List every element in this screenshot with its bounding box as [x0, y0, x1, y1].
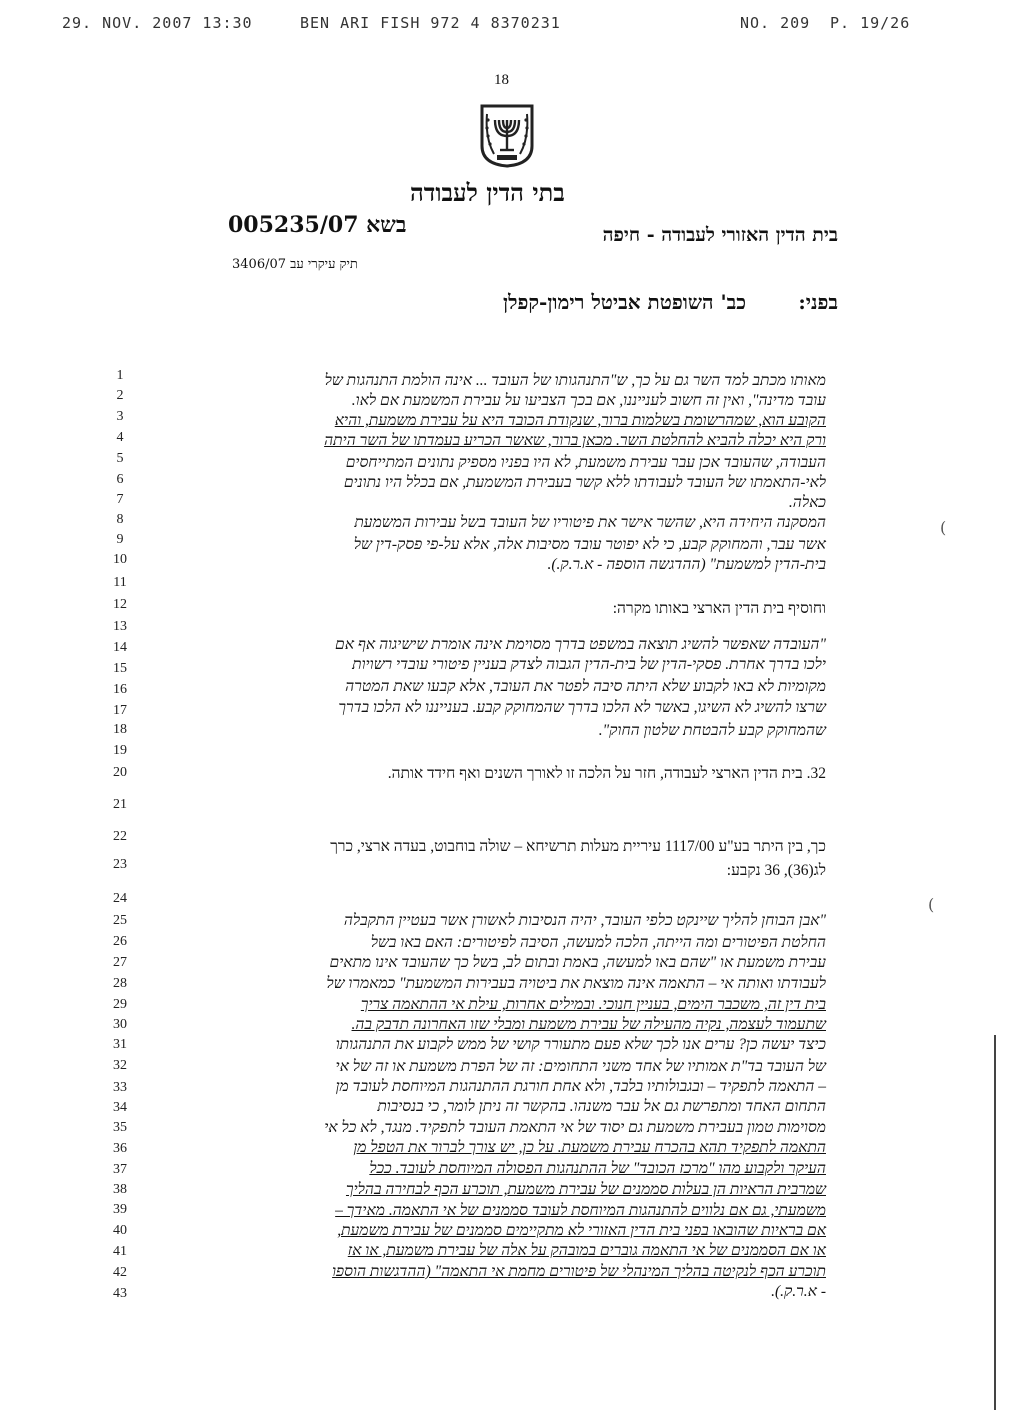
text-line: לעבודתו ואותה אי – התאמה אינה מוצאת את ביטויה בעבירות המשמעת" כמאמרו של: [326, 975, 826, 992]
text-line: אשר עבר, והמחוקק קבע, כי לא יפוטר עובד מסיבות אלה, אלא על-פי פסק-דין של: [353, 536, 826, 553]
line-number: 12: [113, 597, 127, 612]
line-number: 2: [116, 388, 124, 403]
line-number: 11: [113, 575, 127, 590]
line-number: 29: [113, 997, 127, 1012]
text-line: התאמה לתפקיד תהא בהכרח עבירת משמעת. על כן, יש צורך לברור את הטפל מן: [353, 1139, 826, 1156]
margin-bar: [994, 1035, 996, 1410]
line-number: 35: [113, 1120, 127, 1135]
line-number: 37: [113, 1162, 127, 1177]
line-number: 36: [113, 1141, 127, 1156]
line-number: 22: [113, 829, 127, 844]
case-number: בשא 005235/07: [228, 212, 407, 238]
line-number: 20: [113, 765, 127, 780]
state-emblem-icon: [478, 102, 536, 168]
text-line: בית דין זה, משכבר הימים, בעניין חנוכי. ובמילים אחרות, עילת אי ההתאמה צריך: [360, 996, 826, 1013]
text-line: הקובע הוא, שמהרשומת בשלמות ברור, שנקודת הכובד היא על עבירת משמעת, והיא: [334, 412, 826, 429]
line-number: 8: [116, 512, 124, 527]
line-number: 26: [113, 934, 127, 949]
line-number: 21: [113, 797, 127, 812]
line-number: 27: [113, 955, 127, 970]
text-line: של העובד בד"ת אמותיו של אחד משני התחומים: זה של הפרת משמעת או זה של אי: [335, 1058, 826, 1075]
line-number: 28: [113, 976, 127, 991]
fax-sender: BEN ARI FISH 972 4 8370231: [300, 14, 561, 32]
text-line: עובד מדינה", ואין זה חשוב לענייננו, אם בכך הצביעו על עבירת המשמעת אם לאו.: [351, 392, 826, 409]
line-number: 23: [113, 857, 127, 872]
judge-label: בפני:: [798, 290, 838, 314]
main-case-number: תיק עיקרי עב 3406/07: [232, 257, 358, 272]
judge-name: כב' השופטת אביטל רימון-קפלן: [503, 290, 746, 314]
text-line: שהמחוקק קבע להבטחת שלטון החוק".: [598, 722, 826, 739]
text-line: עבירת משמעת או "שהם באו למעשה, באמת ובתום לב, בשל כך שהעובד אינו מתאים: [329, 954, 826, 971]
line-number: 33: [113, 1080, 127, 1095]
line-number: 40: [113, 1223, 127, 1238]
line-number: 25: [113, 913, 127, 928]
text-line: 32. בית הדין הארצי לעבודה, חזר על הלכה זו לאורך השנים ואף חידד אותה.: [387, 765, 826, 782]
text-line: המסקנה היחידה היא, שהשר אישר את פיטוריו של העובד בשל עבירות המשמעת: [354, 514, 826, 531]
text-line: משמעתי, גם אם נלווים להתנהגות המיוחסת לעובד סממנים של אי התאמה. מאידך –: [335, 1202, 826, 1219]
text-line: לאי-התאמתו של העובד לעבודתו ללא קשר בעבירת המשמעת, אם בכלל היו נתונים: [343, 474, 826, 491]
line-number: 34: [113, 1100, 127, 1115]
text-line: שרצו להשיג לא השיגו, באשר לא הלכו בדרך שהמחוקק קבע. בענייננו לא הלכו בדרך: [338, 699, 826, 716]
line-number: 43: [113, 1286, 127, 1301]
text-line: לג(36), 36 נקבע:: [726, 862, 826, 879]
line-number: 19: [113, 743, 127, 758]
line-number: 39: [113, 1202, 127, 1217]
text-line: כאלה.: [788, 494, 826, 511]
text-line: מסוימות טמון בעבירת משמעת גם יסוד של אי התאמת העובד לתפקיד. מנגד, לא כל אי: [324, 1119, 826, 1136]
text-line: בית-הדין למשמעת" (ההדגשה הוספה - א.ר.ק.).: [547, 556, 826, 573]
line-number: 7: [116, 492, 124, 507]
line-number: 13: [113, 619, 127, 634]
margin-mark: (: [928, 895, 935, 914]
fax-page: P. 19/26: [830, 14, 911, 32]
text-line: מאותו מכתב למד השר גם על כך, ש"התנהגותו של העובד ... אינה הולמת התנהגות של: [324, 372, 826, 389]
text-line: – התאמה לתפקיד – ובגבולותיו בלבד, ולא אחת חורגת ההתנהגות המיוחסת לעובד מן: [335, 1078, 826, 1095]
line-number: 38: [113, 1182, 127, 1197]
line-number: 4: [116, 430, 124, 445]
text-line: ילכו בדרך אחרת. פסקי-הדין של בית-הדין הגבוה לצדק בעניין פיטורי עובדי רשויות: [352, 656, 826, 673]
line-number: 14: [113, 640, 127, 655]
line-number: 15: [113, 661, 127, 676]
text-line: ורק היא יכלה להביא להחלטת השר. מכאן ברור, שאשר הכריע בעמדתו של השר היתה: [324, 432, 826, 449]
line-number: 31: [113, 1037, 127, 1052]
text-line: וחוסיף בית הדין הארצי באותו מקרה:: [612, 600, 826, 617]
text-line: התחום האחד ומתפרשת גם אל עבר משנהו. בהקשר זה ניתן לומר, כי בנסיבות: [377, 1098, 826, 1115]
text-line: העבודה, שהעובד אכן עבר עבירת משמעת, לא היו בפניו מספיק נתונים המתייחסים: [345, 454, 826, 471]
text-line: שתעמוד לעצמה, נקיה מהעילה של עבירת משמעת ומבלי שזו האחרונה תדבק בה.: [351, 1016, 826, 1033]
line-number: 17: [113, 703, 127, 718]
line-number: 1: [116, 368, 124, 383]
text-line: מקומיות לא באו לקבוע שלא היתה סיבה לפטר את העובד, אלא קבעו שאת המטרה: [345, 678, 826, 695]
line-number: 42: [113, 1265, 127, 1280]
court-title: בתי הדין לעבודה: [410, 178, 565, 207]
text-line: החלטת הפיטורים ומה הייתה, הלכה למעשה, הסיבה לפיטורים: האם באו בשל: [370, 934, 826, 951]
text-line: העיקר ולקבוע מהו "מרכז הכובד" של ההתנהגות הפסולה המיוחסת לעובד. ככל: [369, 1160, 826, 1177]
line-number: 6: [116, 472, 124, 487]
text-line: תוכרע הכף לנקיטה בהליך המינהלי של פיטורים מחמת אי התאמה" (ההדגשות הוספו: [332, 1263, 826, 1280]
line-number: 16: [113, 682, 127, 697]
text-line: כך, בין היתר בע"ע 1117/00 עיריית מעלות תרשיחא – שולה בוחבוט, בעדה ארצי, כרך: [330, 838, 826, 855]
text-line: - א.ר.ק.).: [771, 1283, 826, 1300]
line-number: 9: [116, 532, 124, 547]
line-number: 5: [116, 451, 124, 466]
line-number: 10: [113, 552, 127, 567]
line-number: 18: [113, 722, 127, 737]
margin-mark: (: [940, 518, 947, 537]
text-line: או אם הסממנים של אי התאמה גוברים במובהק על אלה של עבירת משמעת, או אז: [347, 1242, 826, 1259]
line-number: 24: [113, 891, 127, 906]
text-line: "העובדה שאפשר להשיג תוצאה במשפט בדרך מסוימת אינה אומרת שישיגוה אף אם: [335, 636, 826, 653]
text-line: כיצד יעשה כן? ערים אנו לכך שלא פעם מתעורר קושי של ממש לקבוע את התנהגותו: [335, 1036, 826, 1053]
court-name: בית הדין האזורי לעבודה - חיפה: [602, 224, 838, 246]
fax-number: NO. 209: [740, 14, 811, 32]
line-number: 32: [113, 1058, 127, 1073]
text-line: שמרבית הראיות הן בעלות סממנים של עבירת משמעת, תוכרע הכף לבחירה בהליך: [345, 1181, 826, 1198]
text-line: "אבן הבוחן להליך שיינקט כלפי העובד, יהיה הנסיבות לאשורן אשר בעטיין התקבלה: [343, 912, 826, 929]
page-number: 18: [494, 72, 509, 88]
line-number: 30: [113, 1017, 127, 1032]
fax-datetime: 29. NOV. 2007 13:30: [62, 14, 253, 32]
line-number: 3: [116, 409, 124, 424]
line-number: 41: [113, 1244, 127, 1259]
text-line: אם בראיות שהובאו בפני בית הדין האזורי לא מתקיימים סממנים של עבירת משמעת,: [337, 1222, 826, 1239]
